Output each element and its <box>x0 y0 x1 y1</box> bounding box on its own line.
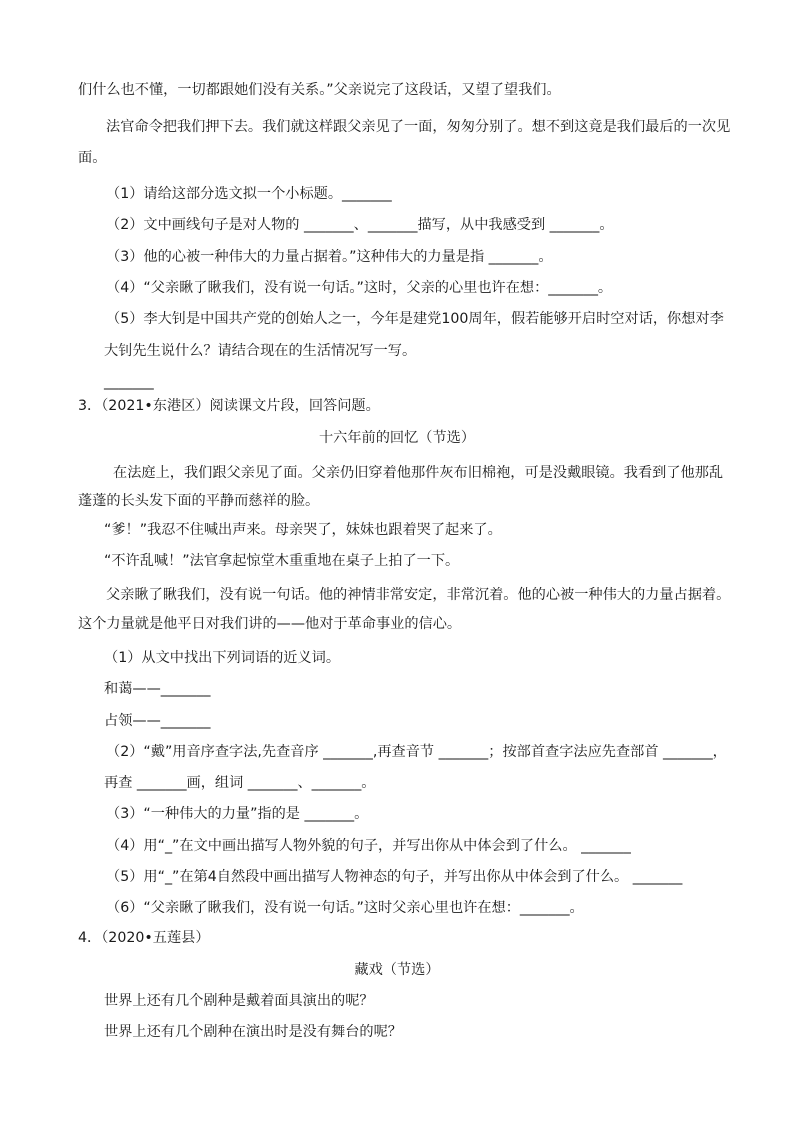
text-line: 世界上还有几个剧种是戴着面具演出的呢？ <box>104 993 374 1009</box>
text-line: “不许乱喊！”法官拿起惊堂木重重地在桌子上拍了一下。 <box>104 553 460 569</box>
text-line: （3）他的心被一种伟大的力量占据着。”这种伟大的力量是指 _______。 <box>106 249 553 265</box>
text-line: _______ <box>104 374 154 390</box>
section-title: 十六年前的回忆（节选） <box>318 430 476 446</box>
text-line: （5）李大钊是中国共产党的创始人之一，今年是建党100周年，假若能够开启时空对话，你想对李 <box>106 311 724 327</box>
text-line: 在法庭上，我们跟父亲见了面。父亲仍旧穿着他那件灰布旧棉袍，可是没戴眼镜。我看到了他那乱 <box>113 465 724 481</box>
text-line: 法官命令把我们押下去。我们就这样跟父亲见了一面，匆匆分别了。想不到这竟是我们最后的一次见 <box>106 119 731 135</box>
text-line: 们什么也不懂，一切都跟她们没有关系。”父亲说完了这段话，又望了望我们。 <box>78 82 561 98</box>
text-line: “爹！”我忍不住喊出声来。母亲哭了，妹妹也跟着哭了起来了。 <box>104 522 502 538</box>
text-line: （6）“父亲瞅了瞅我们，没有说一句话。”这时父亲心里也许在想：_______。 <box>106 900 584 916</box>
text-line: 这个力量就是他平日对我们讲的——他对于革命事业的信心。 <box>78 616 462 632</box>
text-line: （1）请给这部分选文拟一个小标题。_______ <box>106 186 392 202</box>
text-line: （5）用“_”在第4自然段中画出描写人物神态的句子，并写出你从中体会到了什么。 _______ <box>106 869 683 885</box>
text-line: 再查 _______画，组词 _______、_______。 <box>104 775 376 791</box>
text-line: （3）“一种伟大的力量”指的是 _______。 <box>106 806 369 822</box>
text-line: 4．（2020•五莲县） <box>78 930 210 946</box>
text-line: 世界上还有几个剧种在演出时是没有舞台的呢？ <box>104 1024 402 1040</box>
text-line: 占领——_______ <box>104 713 211 729</box>
text-line: （2）“戴”用音序查字法,先查音序 _______,再查音节 _______；按部首查字法应先查部首 _______， <box>106 744 727 760</box>
text-line: 大钊先生说什么？请结合现在的生活情况写一写。 <box>104 343 417 359</box>
text-line: （1）从文中找出下列词语的近义词。 <box>104 650 341 666</box>
text-line: 蓬蓬的长头发下面的平静而慈祥的脸。 <box>78 493 320 509</box>
text-line: 面。 <box>78 150 107 166</box>
text-line: （2）文中画线句子是对人物的 _______、_______描写，从中我感受到 _______。 <box>106 217 614 233</box>
text-line: 和蔼——_______ <box>104 681 211 697</box>
text-line: （4）用“_”在文中画出描写人物外貌的句子，并写出你从中体会到了什么。 _______ <box>106 838 631 854</box>
text-line: 3．（2021•东港区）阅读课文片段，回答问题。 <box>78 398 380 414</box>
section-title: 藏戏（节选） <box>354 962 440 978</box>
text-line: 父亲瞅了瞅我们，没有说一句话。他的神情非常安定，非常沉着。他的心被一种伟大的力量占据着。 <box>106 587 731 603</box>
text-line: （4）“父亲瞅了瞅我们，没有说一句话。”这时，父亲的心里也许在想：_______。 <box>106 280 613 296</box>
